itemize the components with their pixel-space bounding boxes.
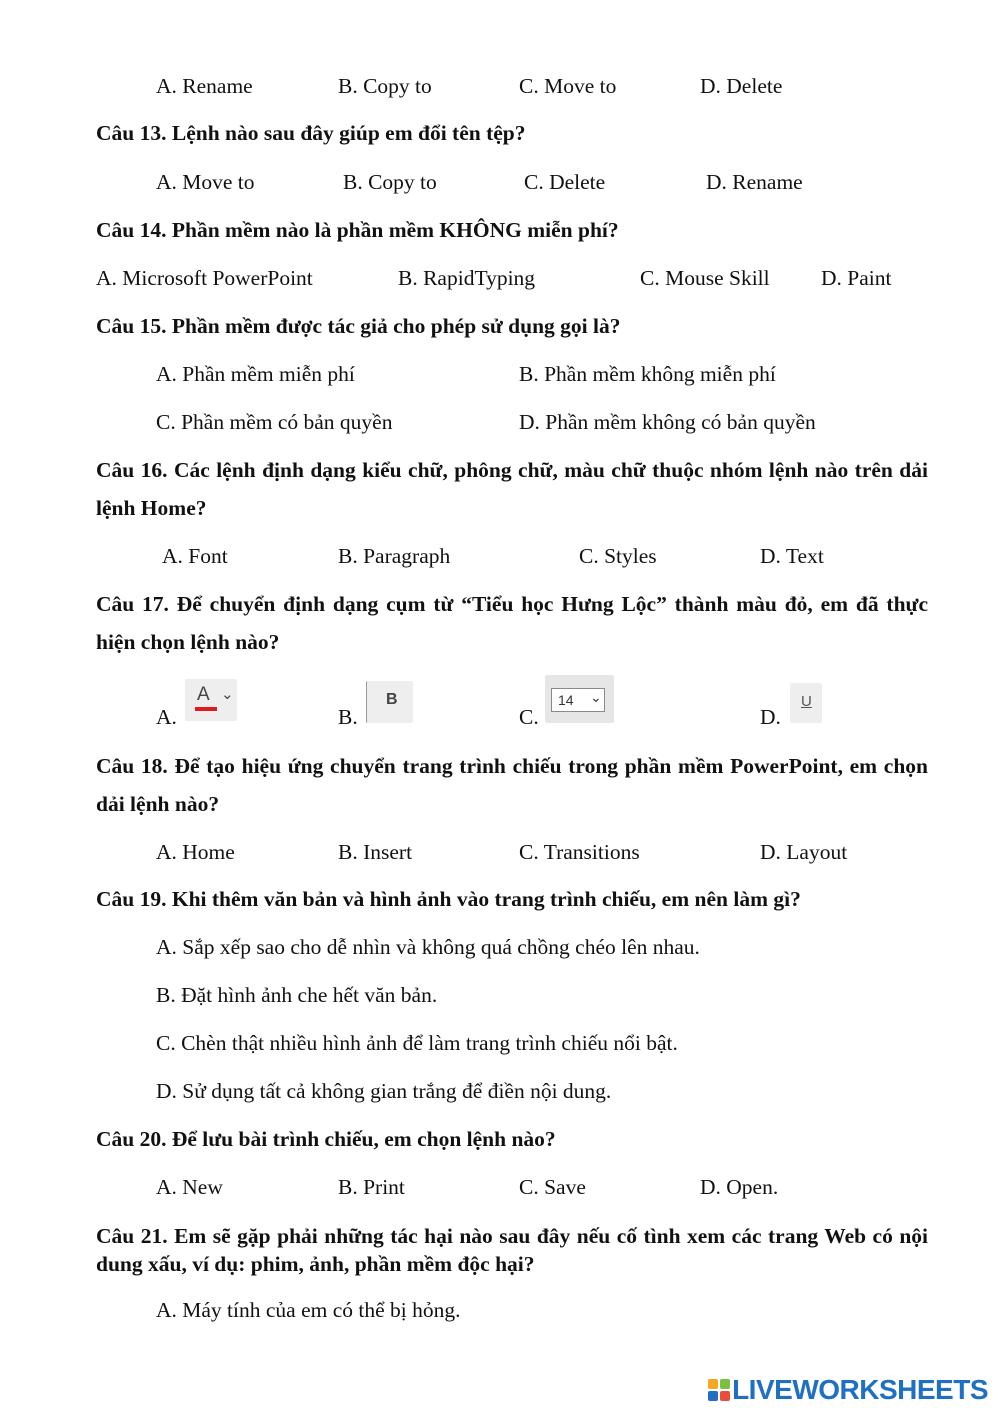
q15-option-d: D. Phần mềm không có bản quyền	[519, 410, 816, 434]
q20-option-c: C. Save	[519, 1175, 586, 1199]
q20-option-b: B. Print	[338, 1175, 405, 1199]
q12-option-d: D. Delete	[700, 74, 783, 98]
font-color-letter: A	[197, 684, 210, 705]
q16-option-c: C. Styles	[579, 544, 657, 568]
underline-icon	[790, 683, 822, 723]
q16-option-b: B. Paragraph	[338, 544, 451, 568]
q13-question: Câu 13. Lệnh nào sau đây giúp em đổi tên tệp?	[96, 121, 526, 145]
q16-question: Câu 16. Các lệnh định dạng kiểu chữ, phông chữ, màu chữ thuộc nhóm lệnh nào trên dải lệnh Home?	[96, 458, 928, 520]
q19-option-c: C. Chèn thật nhiều hình ảnh để làm trang trình chiếu nổi bật.	[156, 1031, 678, 1055]
chevron-down-icon: ⌄	[590, 689, 602, 705]
q15-option-b: B. Phần mềm không miễn phí	[519, 362, 776, 386]
font-color-bar	[195, 707, 217, 711]
logo-block-3	[708, 1391, 718, 1401]
q19-option-d: D. Sử dụng tất cả không gian trắng để điền nội dung.	[156, 1079, 612, 1103]
logo-block-2	[720, 1379, 730, 1389]
q12-option-b: B. Copy to	[338, 74, 432, 98]
font-size-box	[551, 688, 605, 712]
q17-option-d-label: D.	[760, 705, 781, 729]
chevron-down-icon: ⌄	[221, 686, 234, 703]
q18-option-b: B. Insert	[338, 840, 413, 864]
q19-option-b: B. Đặt hình ảnh che hết văn bản.	[156, 983, 438, 1007]
q15-option-a: A. Phần mềm miễn phí	[156, 362, 355, 386]
q17-option-c-label: C.	[519, 705, 539, 729]
logo-block-4	[720, 1391, 730, 1401]
q18-option-a: A. Home	[156, 840, 235, 864]
q16-option-d: D. Text	[760, 544, 824, 568]
q21-question: Câu 21. Em sẽ gặp phải những tác hại nào sau đây nếu cố tình xem các trang Web có nội dung xấu, ví dụ: phim, ảnh, phần mềm độc hại?	[96, 1224, 928, 1276]
q13-option-c: C. Delete	[524, 170, 606, 194]
q20-question: Câu 20. Để lưu bài trình chiếu, em chọn lệnh nào?	[96, 1127, 556, 1151]
underline-letter: U	[801, 693, 812, 710]
q20-option-d: D. Open.	[700, 1175, 779, 1199]
q17-option-b-label: B.	[338, 705, 358, 729]
q19-option-a: A. Sắp xếp sao cho dễ nhìn và không quá chồng chéo lên nhau.	[156, 935, 700, 959]
q14-question: Câu 14. Phần mềm nào là phần mềm KHÔNG miễn phí?	[96, 218, 619, 242]
q19-question: Câu 19. Khi thêm văn bản và hình ảnh vào trang trình chiếu, em nên làm gì?	[96, 887, 801, 911]
q18-option-c: C. Transitions	[519, 840, 640, 864]
logo-icon	[708, 1379, 730, 1401]
liveworksheets-logo	[708, 1376, 988, 1404]
q14-option-c: C. Mouse Skill	[640, 266, 770, 290]
q14-option-a: A. Microsoft PowerPoint	[96, 266, 313, 290]
logo-block-1	[708, 1379, 718, 1389]
font-color-icon	[185, 679, 237, 721]
q17-option-a-label: A.	[156, 705, 177, 729]
q15-question: Câu 15. Phần mềm được tác giả cho phép sử dụng gọi là?	[96, 314, 621, 338]
q18-question: Câu 18. Để tạo hiệu ứng chuyển trang trình chiếu trong phần mềm PowerPoint, em chọn dải lệnh nào?	[96, 754, 928, 816]
logo-text: LIVEWORKSHEETS	[732, 1374, 988, 1405]
q18-option-d: D. Layout	[760, 840, 848, 864]
q15-option-c: C. Phần mềm có bản quyền	[156, 410, 393, 434]
q17-question: Câu 17. Để chuyển định dạng cụm từ “Tiểu học Hưng Lộc” thành màu đỏ, em đã thực hiện chọn lệnh nào?	[96, 592, 928, 654]
q13-option-b: B. Copy to	[343, 170, 437, 194]
q14-option-d: D. Paint	[821, 266, 892, 290]
q16-option-a: A. Font	[162, 544, 228, 568]
font-size-icon	[545, 675, 614, 723]
q12-option-a: A. Rename	[156, 74, 253, 98]
q12-option-c: C. Move to	[519, 74, 617, 98]
q14-option-b: B. RapidTyping	[398, 266, 536, 290]
bold-icon	[366, 681, 413, 723]
q21-option-a: A. Máy tính của em có thể bị hỏng.	[156, 1298, 461, 1322]
q13-option-a: A. Move to	[156, 170, 255, 194]
font-size-value: 14	[558, 692, 574, 708]
q13-option-d: D. Rename	[706, 170, 803, 194]
q20-option-a: A. New	[156, 1175, 223, 1199]
bold-letter: B	[386, 691, 398, 708]
